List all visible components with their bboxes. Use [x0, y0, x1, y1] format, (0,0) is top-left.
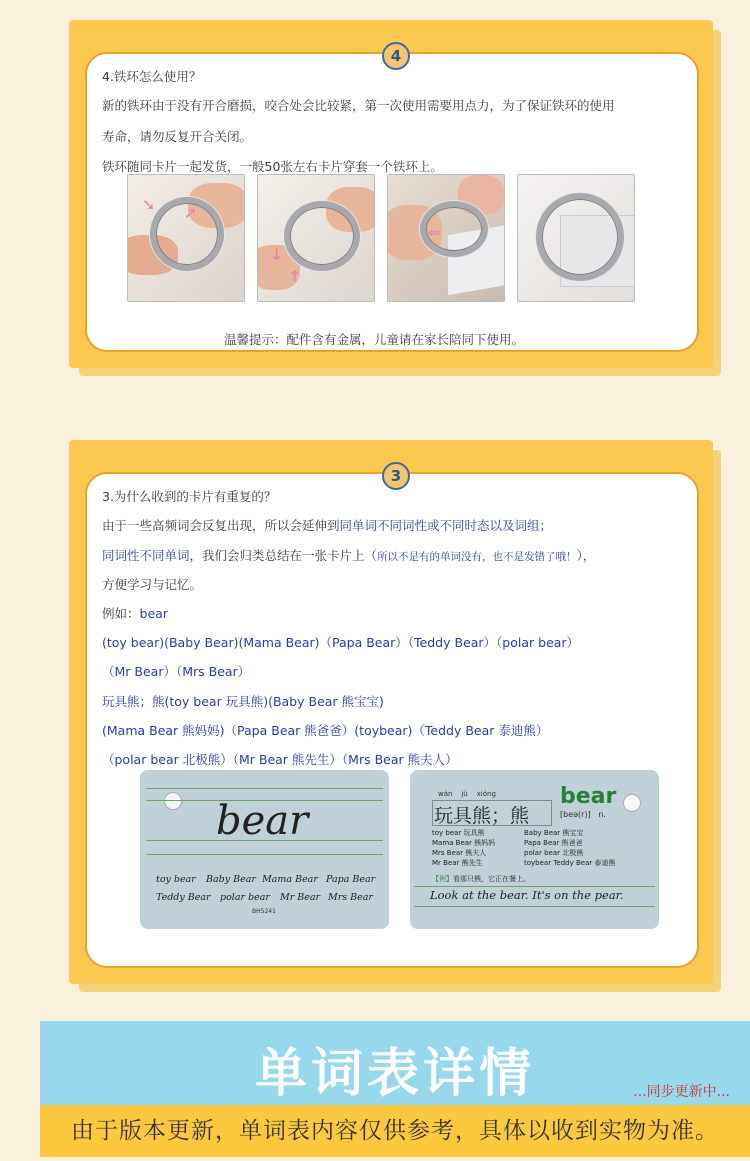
section-3-line-2: [102, 546, 595, 564]
section-4-line-3: 铁环随同卡片一起发货，一般50张左右卡片穿套一个铁环上。: [102, 159, 443, 174]
card-hole: [164, 792, 182, 810]
line-2-note: 所以不是有的单词没有，也不是发错了哦！: [377, 551, 577, 563]
line-2-plain: ，我们会归类总结在一张卡片上（: [189, 548, 378, 563]
card-code: BH5241: [252, 908, 276, 915]
pinyin-row: wán jù xióng: [438, 790, 496, 798]
safety-warning: 温馨提示：配件含有金属，儿童请在家长陪同下使用。: [224, 332, 525, 347]
line-1-highlight: 同单词不同词性或不同时态以及词组；: [339, 518, 553, 533]
card-front-word-7: Mr Bear: [280, 892, 321, 903]
ring-photo-3: ⇐: [387, 174, 505, 302]
ring-photo-4: [517, 174, 635, 302]
example-line-2: （Mr Bear）（Mrs Bear）: [102, 664, 251, 679]
ring-photo-1: ➘ ➚: [127, 174, 245, 302]
card-front-word-5: Teddy Bear: [156, 892, 211, 903]
example-line-4: (Mama Bear 熊妈妈)（Papa Bear 熊爸爸）(toybear)（Teddy Bear 泰迪熊）: [102, 723, 549, 738]
version-notice: 由于版本更新，单词表内容仅供参考，具体以收到实物为准。: [40, 1105, 750, 1157]
card-front-word-8: Mrs Bear: [328, 892, 373, 903]
line-2-end: ），: [576, 548, 596, 563]
example-label: 例如：: [102, 606, 140, 621]
card-hanzi: 玩具熊；熊: [434, 805, 530, 827]
number-badge-4: 4: [382, 42, 410, 70]
card-back-word: bear: [560, 784, 617, 809]
banner-title: 单词表详情: [254, 1044, 535, 1104]
example-line-5: （polar bear 北极熊）（Mr Bear 熊先生）（Mrs Bear 熊夫人）: [102, 752, 458, 767]
card-front-word-2: Baby Bear: [206, 874, 256, 885]
example-line-1: (toy bear)(Baby Bear)(Mama Bear)（Papa Bear）（Teddy Bear）（polar bear）: [102, 635, 580, 650]
flashcard-front: [140, 770, 389, 929]
word-list-banner: [40, 1021, 750, 1105]
example-line: [102, 604, 168, 622]
line-2-highlight: 同词性不同单词: [102, 548, 190, 563]
example-word: bear: [139, 606, 168, 621]
card-left-col: toy bear 玩具熊 Mama Bear 熊妈妈 Mrs Bear 熊夫人 Mr Bear 熊先生: [432, 829, 496, 867]
section-4-heading: 4.铁环怎么使用？: [102, 69, 202, 84]
card-front-word-3: Mama Bear: [262, 874, 318, 885]
line-1-plain: 由于一些高频词会反复出现，所以会延伸到: [102, 518, 340, 533]
ring-photo-2: ↓ ↑: [257, 174, 375, 302]
number-badge-3: 3: [382, 462, 410, 490]
flashcard-back: [410, 770, 659, 929]
card-example-en: Look at the bear. It's on the pear.: [430, 888, 624, 902]
section-3-heading: 3.为什么收到的卡片有重复的？: [102, 489, 277, 504]
section-3-line-3: 方便学习与记忆。: [102, 577, 203, 592]
card-phonetic: [beə(r)] n.: [560, 810, 606, 819]
card-example-cn: 【例】看那只熊，它正在餐上。: [432, 875, 530, 883]
card-front-word-1: toy bear: [156, 874, 196, 885]
card-hole: [623, 794, 641, 812]
card-front-word: bear: [216, 798, 309, 844]
example-line-3: 玩具熊；熊(toy bear 玩具熊)(Baby Bear 熊宝宝): [102, 694, 384, 709]
card-front-word-6: polar bear: [220, 892, 270, 903]
section-3-line-1: [102, 516, 552, 534]
card-front-word-4: Papa Bear: [326, 874, 376, 885]
card-right-col: Baby Bear 熊宝宝 Papa Bear 熊爸爸 polar bear 北极熊 toybear Teddy Bear 泰迪熊: [524, 829, 616, 867]
section-4-line-2: 寿命，请勿反复开合关闭。: [102, 129, 253, 144]
banner-subtitle: ...同步更新中...: [633, 1084, 730, 1100]
section-4-line-1: 新的铁环由于没有开合磨损，咬合处会比较紧，第一次使用需要用点力，为了保证铁环的使用: [102, 98, 615, 113]
